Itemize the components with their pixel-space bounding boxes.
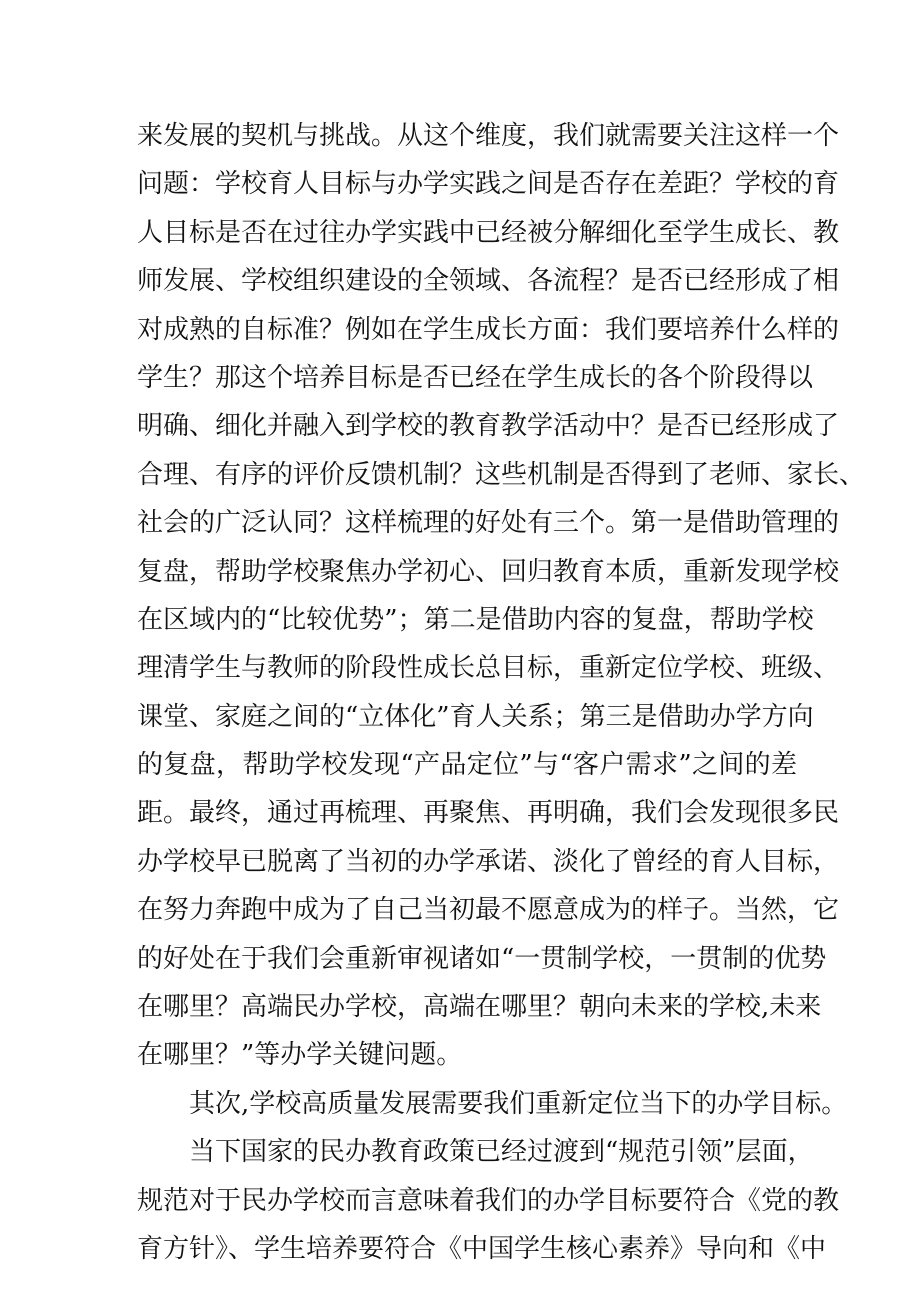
- text-line: 问题：学校育人目标与办学实践之间是否存在差距？学校的育: [137, 169, 840, 200]
- text-line: 课堂、家庭之间的“立体化”育人关系；第三是借助办学方向: [137, 701, 814, 732]
- text-line: 学生？那这个培养目标是否已经在学生成长的各个阶段得以: [137, 362, 814, 393]
- text-line: 规范对于民办学校而言意味着我们的办学目标要符合《党的教: [137, 1185, 840, 1216]
- text-line: 办学校早已脱离了当初的办学承诺、淡化了曾经的育人目标，: [137, 846, 840, 877]
- text-line: 复盘，帮助学校聚焦办学初心、回归教育本质，重新发现学校: [137, 556, 840, 587]
- text-line: 在区域内的“比较优势”；第二是借助内容的复盘，帮助学校: [137, 604, 814, 635]
- text-line: 其次,学校高质量发展需要我们重新定位当下的办学目标。: [189, 1088, 848, 1119]
- document-body: [137, 112, 866, 1273]
- text-line: 在努力奔跑中成为了自己当初最不愿意成为的样子。当然，它: [137, 895, 840, 926]
- text-line: 师发展、学校组织建设的全领域、各流程？是否已经形成了相: [137, 266, 840, 297]
- text-line: 的好处在于我们会重新审视诸如“一贯制学校，一贯制的优势: [137, 943, 827, 974]
- text-line: 合理、有序的评价反馈机制？这些机制是否得到了老师、家长、: [137, 459, 866, 490]
- text-line: 理清学生与教师的阶段性成长总目标，重新定位学校、班级、: [137, 653, 840, 684]
- text-line: 的复盘，帮助学校发现“产品定位”与“客户需求”之间的差: [137, 750, 797, 781]
- text-line: 距。最终，通过再梳理、再聚焦、再明确，我们会发现很多民: [137, 798, 840, 829]
- text-line: 在哪里？”等办学关键问题。: [137, 1040, 463, 1071]
- text-line: 当下国家的民办教育政策已经过渡到“规范引领”层面，: [189, 1137, 814, 1168]
- text-line: 人目标是否在过往办学实践中已经被分解细化至学生成长、教: [137, 217, 840, 248]
- text-line: 来发展的契机与挑战。从这个维度，我们就需要关注这样一个: [137, 121, 840, 151]
- text-line: 明确、细化并融入到学校的教育教学活动中？是否已经形成了: [137, 411, 840, 442]
- text-line: 育方针》、学生培养要符合《中国学生核心素养》导向和《中: [137, 1233, 827, 1264]
- text-line: 对成熟的自标准？例如在学生成长方面：我们要培养什么样的: [137, 314, 840, 345]
- text-line: 在哪里？高端民办学校，高端在哪里？朝向未来的学校,未来: [137, 992, 822, 1023]
- text-line: 社会的广泛认同？这样梳理的好处有三个。第一是借助管理的: [137, 508, 840, 539]
